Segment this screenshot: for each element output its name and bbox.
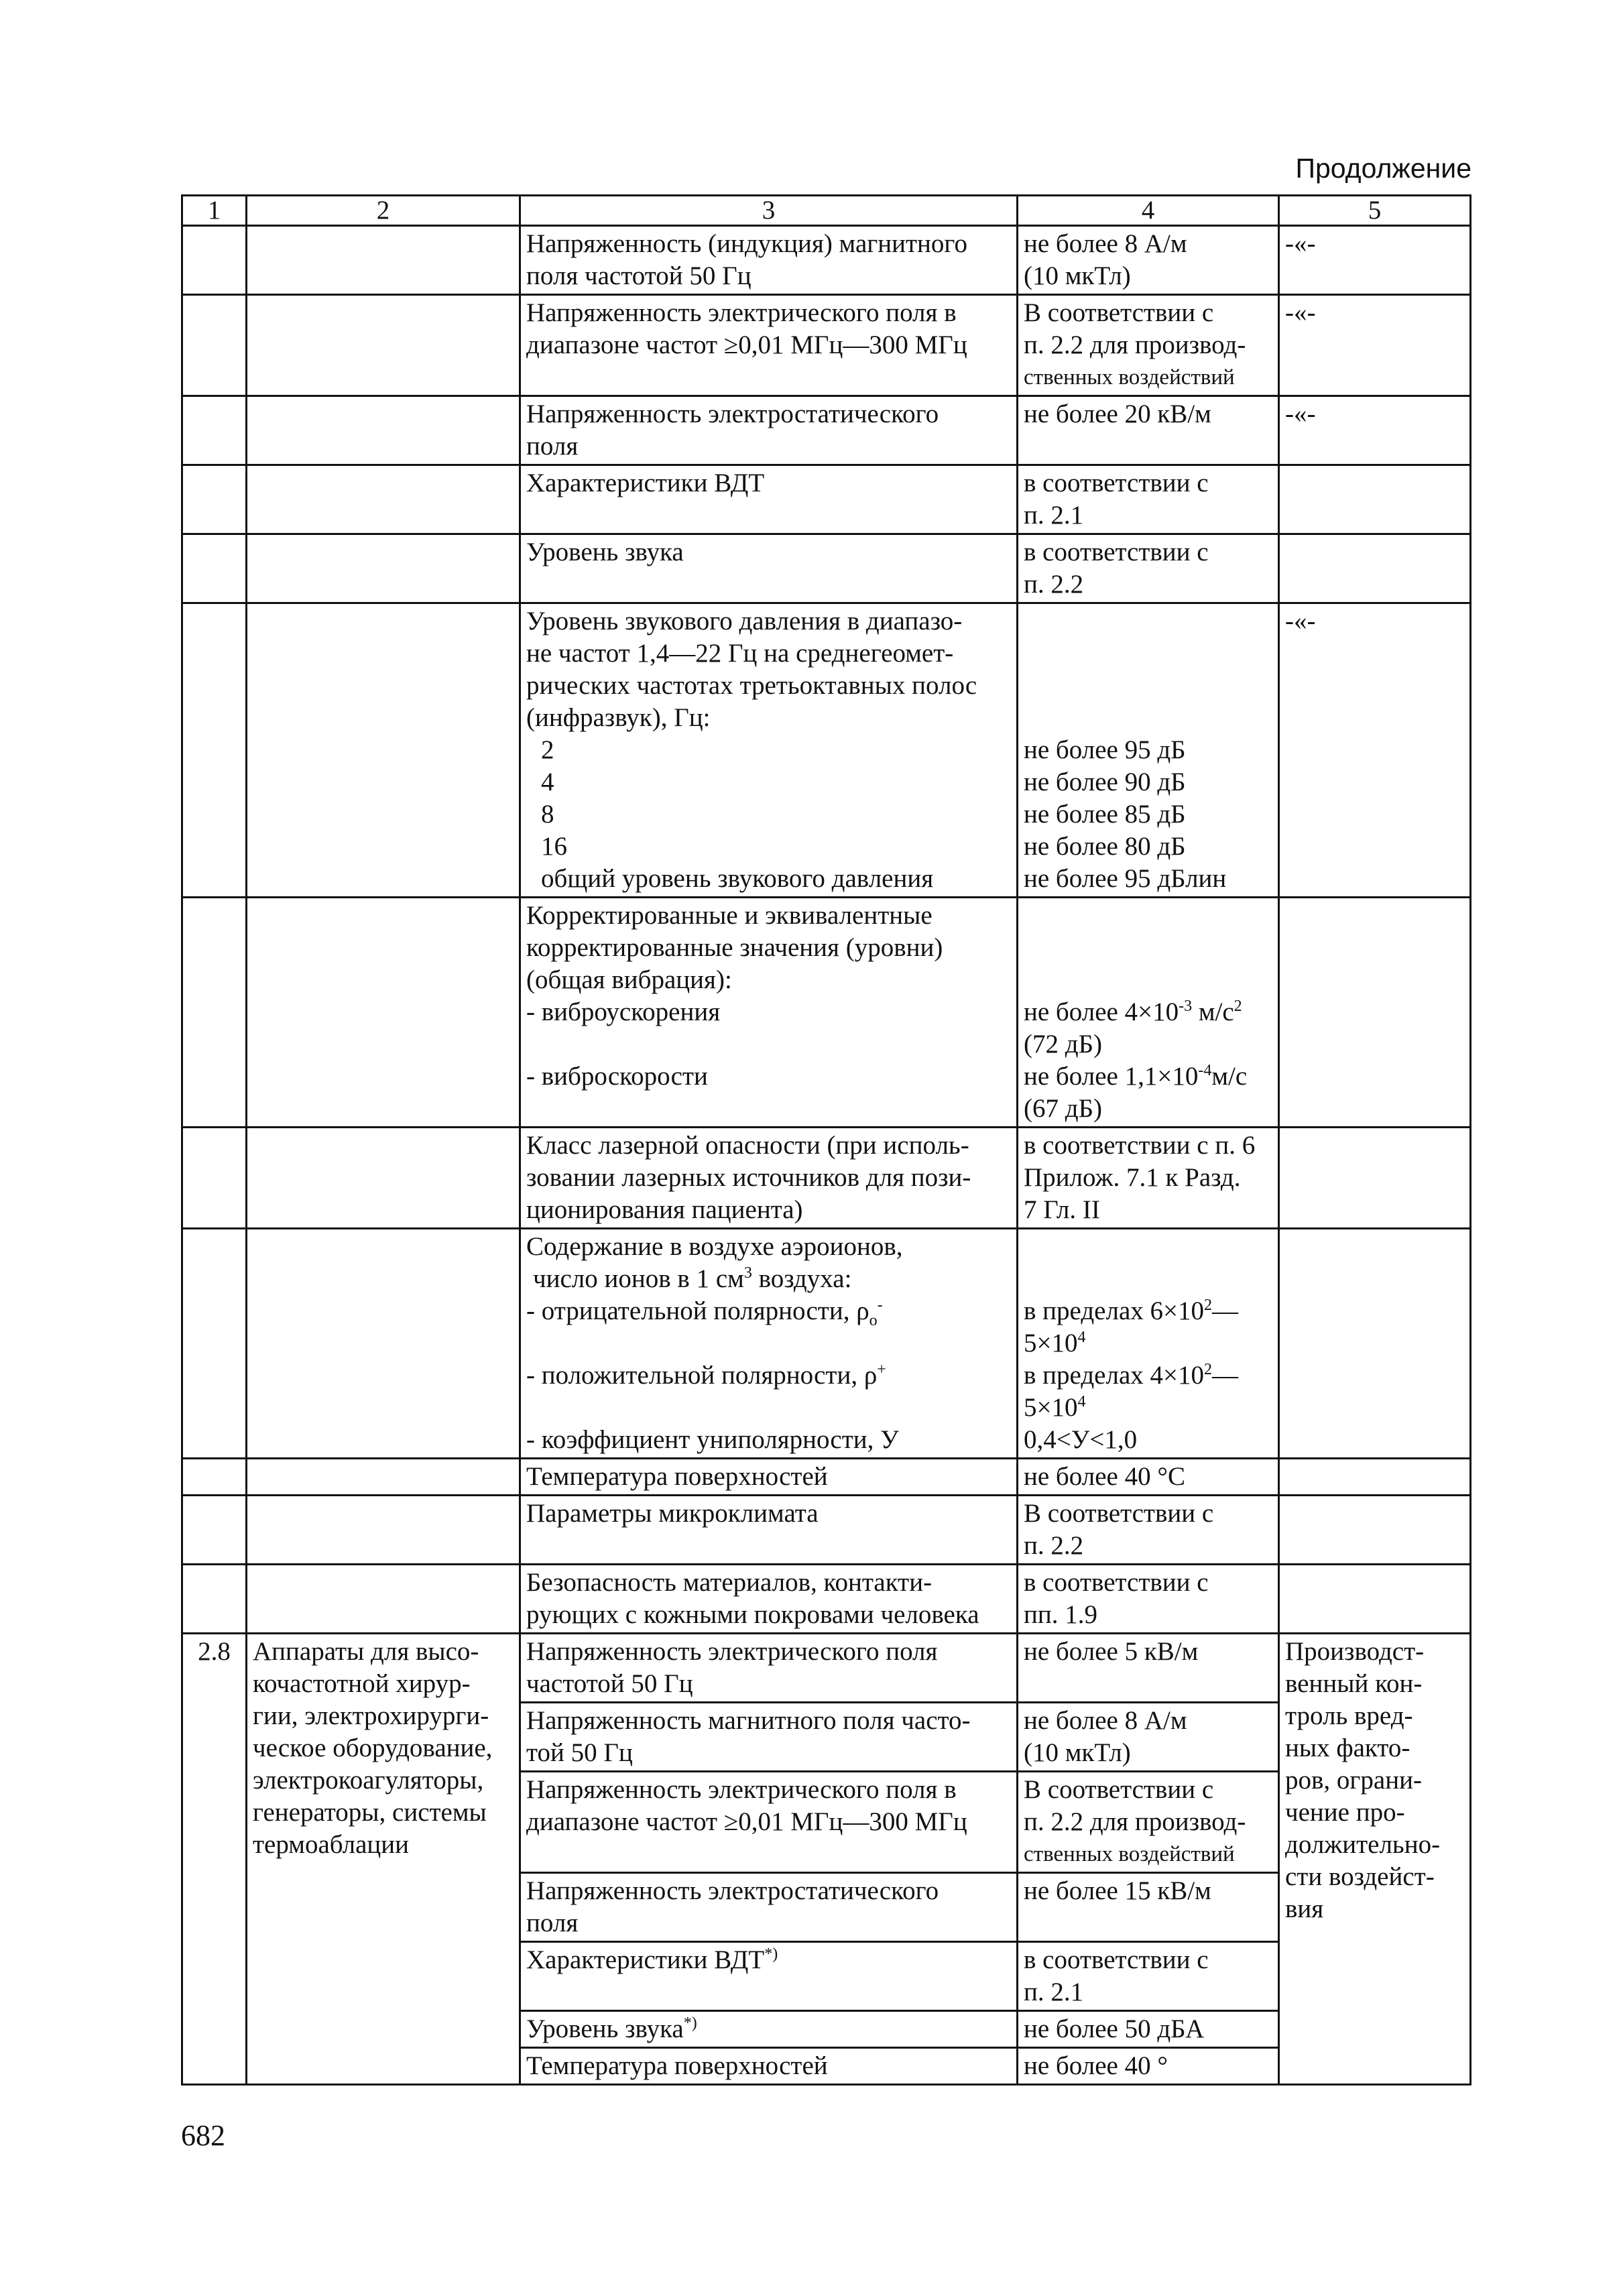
table-row [182,1128,1471,1229]
parameter-cell: Корректированные и эквивалентные корректированные значения (уровни) (общая вибрация): - виброускорения - виброскорости [520,898,1018,1128]
header-col-1: 1 [182,196,247,226]
control-cell: -«- [1279,603,1471,898]
header-col-3: 3 [520,196,1018,226]
norm-cell: в соответствии с п. 2.1 [1018,465,1279,534]
parameter-cell: Напряженность электрического поля частотой 50 Гц [520,1634,1018,1703]
continuation-label: Продолжение [1295,153,1471,184]
parameter-cell: Характеристики ВДТ*) [520,1942,1018,2011]
norm-cell: не более 40 °С [1018,1459,1279,1496]
table-row [182,1229,1471,1459]
norm-cell: в пределах $6\times 10^2—$ $5\times 10^4$ в пределах $4\times 10^2—$ $5\times 10^4$ 0,4<У<1,0 [1018,1229,1279,1459]
control-cell: -«- [1279,226,1471,295]
parameter-cell: Характеристики ВДТ [520,465,1018,534]
table-row [182,1496,1471,1565]
norm-cell: не более 95 дБ не более 90 дБ не более 85 дБ не более 80 дБ не более 95 дБлин [1018,603,1279,898]
parameter-cell: Напряженность (индукция) магнитного поля частотой 50 Гц [520,226,1018,295]
norm-cell: в соответствии с п. 2.1 [1018,1942,1279,2011]
table-row [182,1634,1471,1703]
norm-cell: не более 40 ° [1018,2048,1279,2085]
norm-cell: не более $4\times 10^{-3}$ $м/с^2$ (72 дБ) не более $1,1\times 10^{-4}м/с$ (67 дБ) [1018,898,1279,1128]
parameter-cell: Уровень звука*) [520,2011,1018,2048]
infrasound-band: 16 [541,832,567,861]
parameter-cell: Содержание в воздухе аэроионов, число ионов в 1 $см^3$ воздуха: - отрицательной полярности, $\rho_o^-$ - положительной полярности, ρ+ - коэффициент униполярности, У [520,1229,1018,1459]
table-row [182,1459,1471,1496]
table-row [182,1565,1471,1634]
norm-cell: В соответствии с п. 2.2 для производ- ственных воздействий [1018,295,1279,396]
control-cell: -«- [1279,295,1471,396]
infrasound-total: общий уровень звукового давления [541,864,934,893]
parameter-cell: Уровень звукового давления в диапазо- не частот 1,4—22 Гц на среднегеомет- рических частотах третьоктавных полос (инфразвук), Гц: 2 4 8 16 общий уровень звукового давления [520,603,1018,898]
norm-cell: не более 5 кВ/м [1018,1634,1279,1703]
norm-cell: в соответствии с п. 6 Прилож. 7.1 к Разд. 7 Гл. II [1018,1128,1279,1229]
parameter-cell: Напряженность электростатического поля [520,396,1018,465]
requirements-table [181,194,1471,2086]
control-cell: Производст- венный кон- троль вред- ных факто- ров, ограни- чение про- должительно- сти воздейст- вия [1279,1634,1471,2085]
header-col-4: 4 [1018,196,1279,226]
parameter-cell: Безопасность материалов, контакти- рующих с кожными покровами человека [520,1565,1018,1634]
table-row [182,898,1471,1128]
header-row [182,196,1471,226]
parameter-cell: Напряженность магнитного поля часто- той 50 Гц [520,1703,1018,1772]
parameter-cell: Температура поверхностей [520,2048,1018,2085]
table-row [182,534,1471,603]
norm-cell: не более 50 дБА [1018,2011,1279,2048]
table-row [182,226,1471,295]
item-number: 2.8 [182,1634,247,2085]
norm-cell: В соответствии с п. 2.2 [1018,1496,1279,1565]
parameter-cell: Температура поверхностей [520,1459,1018,1496]
norm-cell: не более 15 кВ/м [1018,1873,1279,1942]
parameter-cell: Параметры микроклимата [520,1496,1018,1565]
norm-cell: В соответствии с п. 2.2 для производ- ственных воздействий [1018,1772,1279,1873]
parameter-cell: Напряженность электрического поля в диапазоне частот ≥0,01 МГц—300 МГц [520,1772,1018,1873]
parameter-cell: Напряженность электрического поля в диапазоне частот ≥0,01 МГц—300 МГц [520,295,1018,396]
parameter-cell: Класс лазерной опасности (при исполь- зовании лазерных источников для пози- ционирования пациента) [520,1128,1018,1229]
norm-cell: не более 8 А/м (10 мкТл) [1018,1703,1279,1772]
norm-cell: в соответствии с пп. 1.9 [1018,1565,1279,1634]
norm-cell: в соответствии с п. 2.2 [1018,534,1279,603]
equipment-cell: Аппараты для высо- кочастотной хирур- гии, электрохирурги- ческое оборудование, электрокоагуляторы, генераторы, системы термоаблации [247,1634,520,2085]
infrasound-band: 4 [541,768,554,796]
table-row [182,396,1471,465]
parameter-cell: Напряженность электростатического поля [520,1873,1018,1942]
page-number: 682 [181,2119,225,2152]
parameter-cell: Уровень звука [520,534,1018,603]
norm-cell: не более 20 кВ/м [1018,396,1279,465]
table-row [182,603,1471,898]
control-cell: -«- [1279,396,1471,465]
header-col-5: 5 [1279,196,1471,226]
infrasound-band: 2 [541,735,554,764]
norm-cell: не более 8 А/м (10 мкТл) [1018,226,1279,295]
header-col-2: 2 [247,196,520,226]
table-row [182,295,1471,396]
table-row [182,465,1471,534]
infrasound-band: 8 [541,800,554,829]
